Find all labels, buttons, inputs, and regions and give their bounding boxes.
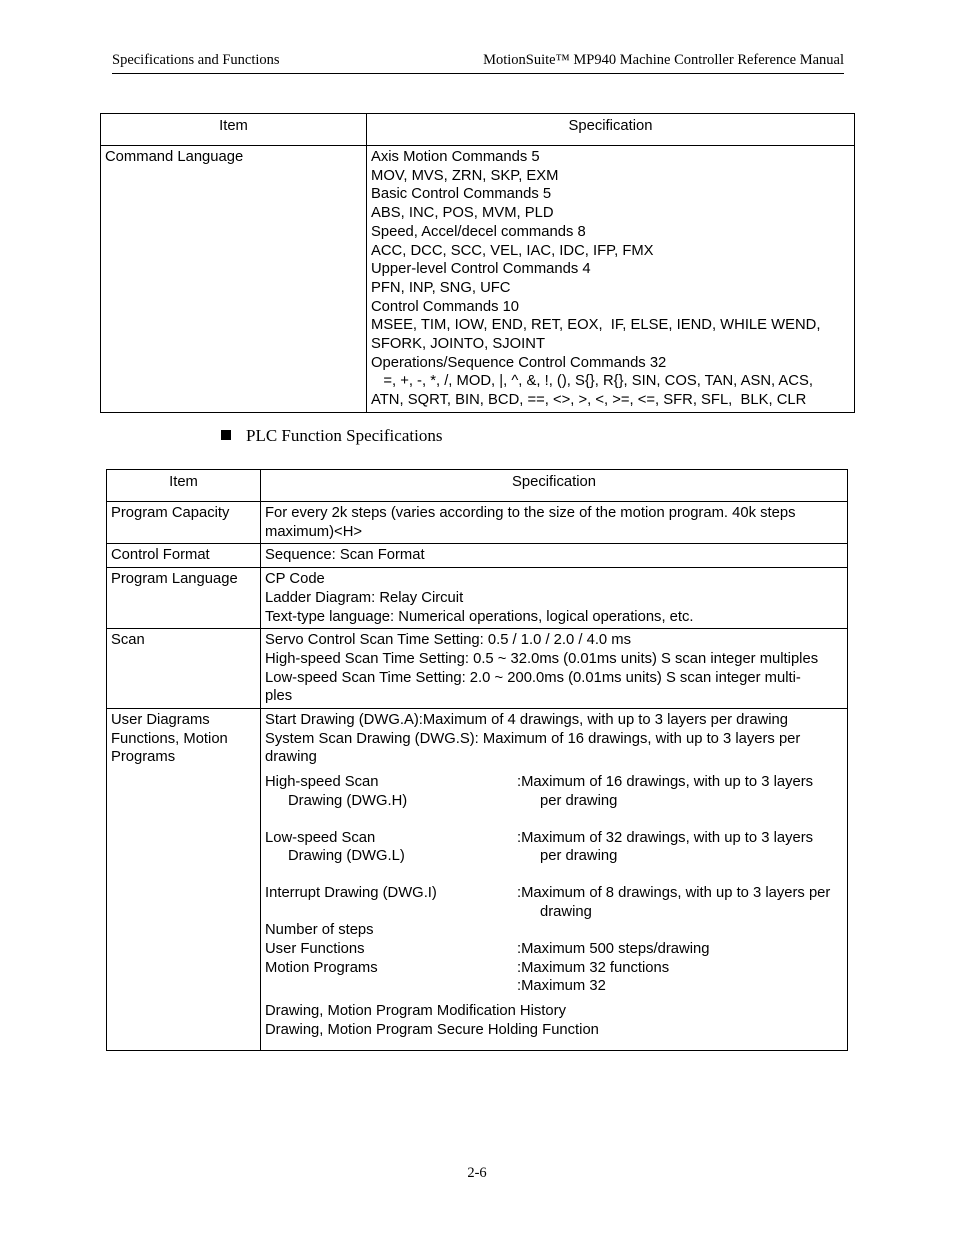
column-header-item: Item [107, 470, 261, 502]
entry-label: Motion Programs [265, 959, 378, 976]
spec-line: CP Code [265, 571, 325, 588]
row-specification [261, 544, 848, 568]
row-specification [261, 502, 848, 544]
page-header [112, 52, 844, 74]
page-number: 2-6 [467, 1165, 487, 1181]
spacer [265, 811, 843, 829]
table-row [107, 709, 848, 1051]
spec-line: Low-speed Scan Time Setting: 2.0 ~ 200.0ms (0.01ms units) S scan integer multi- [265, 669, 801, 686]
spec-line: ATN, SQRT, BIN, BCD, ==, <>, >, <, >=, <=, SFR, SFL, BLK, CLR [371, 392, 807, 409]
table-row [101, 146, 855, 413]
steps-entry [265, 921, 843, 996]
plc-function-table [106, 469, 848, 1051]
row-specification [261, 629, 848, 709]
entry-label: Drawing (DWG.L) [288, 848, 405, 865]
entry-value: :Maximum 32 [517, 978, 606, 995]
entry-value: drawing [540, 903, 592, 920]
header-manual-title: MotionSuite™ MP940 Machine Controller Reference Manual [483, 52, 844, 68]
table-row [107, 544, 848, 568]
spec-line: MOV, MVS, ZRN, SKP, EXM [371, 167, 559, 184]
spec-line: ACC, DCC, SCC, VEL, IAC, IDC, IFP, FMX [371, 242, 654, 259]
spec-line: MSEE, TIM, IOW, END, RET, EOX, IF, ELSE, IEND, WHILE WEND, [371, 317, 821, 334]
entry-label: Drawing (DWG.H) [288, 792, 408, 809]
column-header-specification: Specification [261, 470, 848, 502]
spec-line: Basic Control Commands 5 [371, 186, 552, 203]
section-title: PLC Function Specifications [246, 426, 443, 445]
spec-line: Ladder Diagram: Relay Circuit [265, 589, 464, 606]
entry-value: per drawing [540, 792, 618, 809]
item-line: Functions, Motion [111, 730, 228, 747]
low-speed-scan-entry [265, 829, 843, 866]
table-header-row [101, 114, 855, 146]
row-specification [261, 568, 848, 629]
row-specification [367, 146, 855, 413]
entry-value: per drawing [540, 848, 618, 865]
spec-line: Text-type language: Numerical operations, logical operations, etc. [265, 608, 694, 625]
spec-line: ples [265, 688, 293, 705]
row-item-label: Program Language [107, 568, 261, 629]
spec-line: Upper-level Control Commands 4 [371, 261, 591, 278]
row-item-label: Program Capacity [107, 502, 261, 544]
table-row [107, 629, 848, 709]
spec-line: Sequence: Scan Format [265, 547, 425, 564]
spec-line: System Scan Drawing (DWG.S): Maximum of 16 drawings, with up to 3 layers per [265, 730, 801, 747]
entry-value: :Maximum 500 steps/drawing [517, 941, 710, 958]
spacer [265, 866, 843, 884]
entry-value: :Maximum of 16 drawings, with up to 3 layers [517, 774, 814, 791]
table-row [107, 568, 848, 629]
high-speed-scan-entry [265, 773, 843, 810]
spec-line: Servo Control Scan Time Setting: 0.5 / 1.0 / 2.0 / 4.0 ms [265, 632, 631, 649]
row-item-label: Command Language [101, 146, 367, 413]
item-line: Programs [111, 749, 176, 766]
row-item-label: Scan [107, 629, 261, 709]
table-row [107, 502, 848, 544]
entry-label: High-speed Scan [265, 774, 379, 791]
entry-value: :Maximum of 8 drawings, with up to 3 layers per [517, 884, 831, 901]
interrupt-drawing-entry [265, 884, 843, 921]
spec-line: SFORK, JOINTO, SJOINT [371, 336, 546, 353]
command-language-table [100, 113, 855, 413]
spec-line: Speed, Accel/decel commands 8 [371, 223, 586, 240]
entry-value: :Maximum of 32 drawings, with up to 3 layers [517, 829, 814, 846]
square-bullet-icon [221, 430, 231, 440]
spec-line: PFN, INP, SNG, UFC [371, 279, 511, 296]
spec-line: Axis Motion Commands 5 [371, 149, 540, 165]
spec-line: Start Drawing (DWG.A):Maximum of 4 drawings, with up to 3 layers per drawing [265, 712, 788, 729]
spec-line: Drawing, Motion Program Secure Holding Function [265, 1021, 599, 1038]
spec-line: Drawing, Motion Program Modification History [265, 1003, 566, 1020]
entry-label: Number of steps [265, 922, 374, 939]
spec-line: For every 2k steps (varies according to the size of the motion program. 40k steps [265, 505, 796, 521]
row-item-label [107, 709, 261, 1051]
header-section-title: Specifications and Functions [112, 52, 280, 68]
column-header-item: Item [101, 114, 367, 146]
spec-line: Operations/Sequence Control Commands 32 [371, 354, 667, 371]
entry-value: :Maximum 32 functions [517, 959, 670, 976]
item-line: User Diagrams [111, 712, 210, 729]
entry-label: Low-speed Scan [265, 829, 376, 846]
row-item-label: Control Format [107, 544, 261, 568]
column-header-specification: Specification [367, 114, 855, 146]
spec-line: Control Commands 10 [371, 298, 520, 315]
spec-line: =, +, -, *, /, MOD, |, ^, &, !, (), S{}, R{}, SIN, COS, TAN, ASN, ACS, [371, 373, 813, 390]
spec-line: maximum)<H> [265, 523, 363, 540]
spec-line: drawing [265, 749, 317, 766]
row-specification [261, 709, 848, 1051]
table-header-row [107, 470, 848, 502]
entry-label: User Functions [265, 941, 365, 958]
spec-line: ABS, INC, POS, MVM, PLD [371, 205, 554, 222]
spec-line: High-speed Scan Time Setting: 0.5 ~ 32.0ms (0.01ms units) S scan integer multiples [265, 650, 819, 667]
section-heading [221, 426, 442, 446]
entry-label: Interrupt Drawing (DWG.I) [265, 884, 437, 901]
